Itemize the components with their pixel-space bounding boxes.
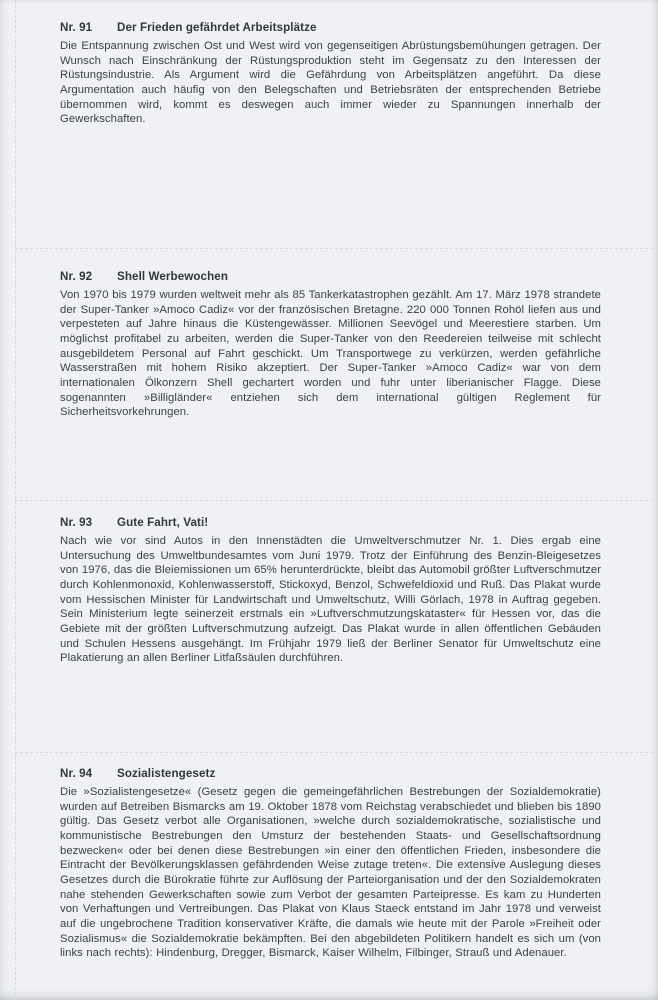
entry-number: Nr. 92 bbox=[60, 270, 93, 283]
entry-number: Nr. 94 bbox=[60, 767, 93, 780]
catalog-entry-91 bbox=[60, 20, 601, 127]
perforation-line bbox=[15, 500, 658, 501]
entry-title: Sozialistengesetz bbox=[117, 767, 216, 780]
catalog-entry-93 bbox=[60, 515, 601, 666]
entry-title: Der Frieden gefährdet Arbeitsplätze bbox=[117, 21, 317, 34]
entry-header bbox=[60, 766, 601, 781]
entry-body-text: Die »Sozialistengesetze« (Gesetz gegen die gemeingefährlichen Bestrebungen der Sozialdemokratie) wurden auf Betreiben Bismarcks am 19. Oktober 1878 vom Reichstag verabschiedet und blieben bis 1890 gültig. Das Gesetz verbot alle Organisationen, »welche durch sozialdemokratische, sozialistische und kommunistische Bestrebungen den Umsturz der bestehenden Staats- und Gesellschaftsordnung bezwecken« oder bei denen diese Bestrebungen »in einer den öffentlichen Frieden, insbesondere die Eintracht der Bevölkerungsklassen gefährdenden Weise zutage treten«. Die extensive Auslegung dieses Gesetzes durch die Bürokratie führte zur Auflösung der Parteiorganisation und der den Sozialdemokraten nahe stehenden Gewerkschaften sowie zum Verbot der gesamten Parteipresse. Es kam zu Hunderten von Verhaftungen und Vertreibungen. Das Plakat von Klaus Staeck entstand im Jahr 1978 und verweist auf die ungebrochene Tradition konservativer Kräfte, die damals wie heute mit der Parole »Freiheit oder Sozialismus« die Sozialdemokratie bekämpften. Bei den abgebildeten Politikern handelt es sich um (von links nach rechts): Hindenburg, Dregger, Bismarck, Kaiser Wilhelm, Filbinger, Strauß und Adenauer. bbox=[60, 786, 601, 960]
entry-header bbox=[60, 269, 601, 284]
perforation-line bbox=[15, 248, 658, 249]
perforation-line bbox=[15, 752, 658, 753]
catalog-entry-94 bbox=[60, 766, 601, 961]
entry-number: Nr. 93 bbox=[60, 516, 93, 529]
entry-body-text: Die Entspannung zwischen Ost und West wird von gegenseitigen Abrüstungsbemühungen getragen. Der Wunsch nach Einschränkung der Rüstungsproduktion steht im Gegensatz zu den Interessen der Rüstungsindustrie. Als Argument wird die Gefährdung von Arbeitsplätzen angeführt. Da diese Argumentation auch häufig von den Belegschaften und Betriebsräten der entsprechenden Betriebe übernommen wird, kommt es deswegen auch immer wieder zu Spannungen innerhalb der Gewerkschaften. bbox=[60, 40, 601, 126]
entry-body-text: Nach wie vor sind Autos in den Innenstädten die Umweltverschmutzer Nr. 1. Dies ergab eine Untersuchung des Umweltbundesamtes vom Juni 1979. Trotz der Einführung des Benzin-Bleigesetzes von 1976, das die Bleiemissionen um 65% herunterdrückte, bleibt das Automobil größter Luftverschmutzer durch Kohlenmonoxid, Kohlenwasserstoff, Stickoxyd, Benzol, Schwefeldioxid und Ruß. Das Plakat wurde vom Hessischen Minister für Landwirtschaft und Umweltschutz, Willi Görlach, 1978 in Auftrag gegeben. Sein Ministerium legte seinerzeit erstmals ein »Luftverschmutzungskataster« für Hessen vor, das die Gebiete mit der größten Luftverschmutzung aufzeigt. Das Plakat wurde in allen öffentlichen Gebäuden und Schulen Hessens ausgehängt. Im Frühjahr 1979 ließ der Berliner Senator für Umweltschutz eine Plakatierung an allen Berliner Litfaßsäulen durchführen. bbox=[60, 535, 601, 665]
entry-title: Gute Fahrt, Vati! bbox=[117, 516, 209, 529]
entry-title: Shell Werbewochen bbox=[117, 270, 229, 283]
entry-header bbox=[60, 515, 601, 530]
entry-body-text: Von 1970 bis 1979 wurden weltweit mehr als 85 Tankerkatastrophen gezählt. Am 17. März 1978 strandete der Super-Tanker »Amoco Cadiz« vor der französischen Bretagne. 220 000 Tonnen Rohöl liefen aus und verpesteten auf Jahre hinaus die Küstengewässer. Millionen Seevögel und Meerestiere starben. Um möglichst profitabel zu arbeiten, werden die Super-Tanker von den Reedereien teilweise mit schlecht ausgebildetem Personal auf Fahrt geschickt. Um Transportwege zu verkürzen, werden gefährliche Wasserstraßen mit hohem Risiko akzeptiert. Der Super-Tanker »Amoco Cadiz« war von dem internationalen Ölkonzern Shell gechartert worden und fuhr unter liberianischer Flagge. Diese sogenannten »Billigländer« entziehen sich dem international gültigen Reglement für Sicherheitsvorkehrungen. bbox=[60, 289, 601, 419]
entry-header bbox=[60, 20, 601, 35]
catalog-entry-92 bbox=[60, 269, 601, 420]
entry-number: Nr. 91 bbox=[60, 21, 93, 34]
